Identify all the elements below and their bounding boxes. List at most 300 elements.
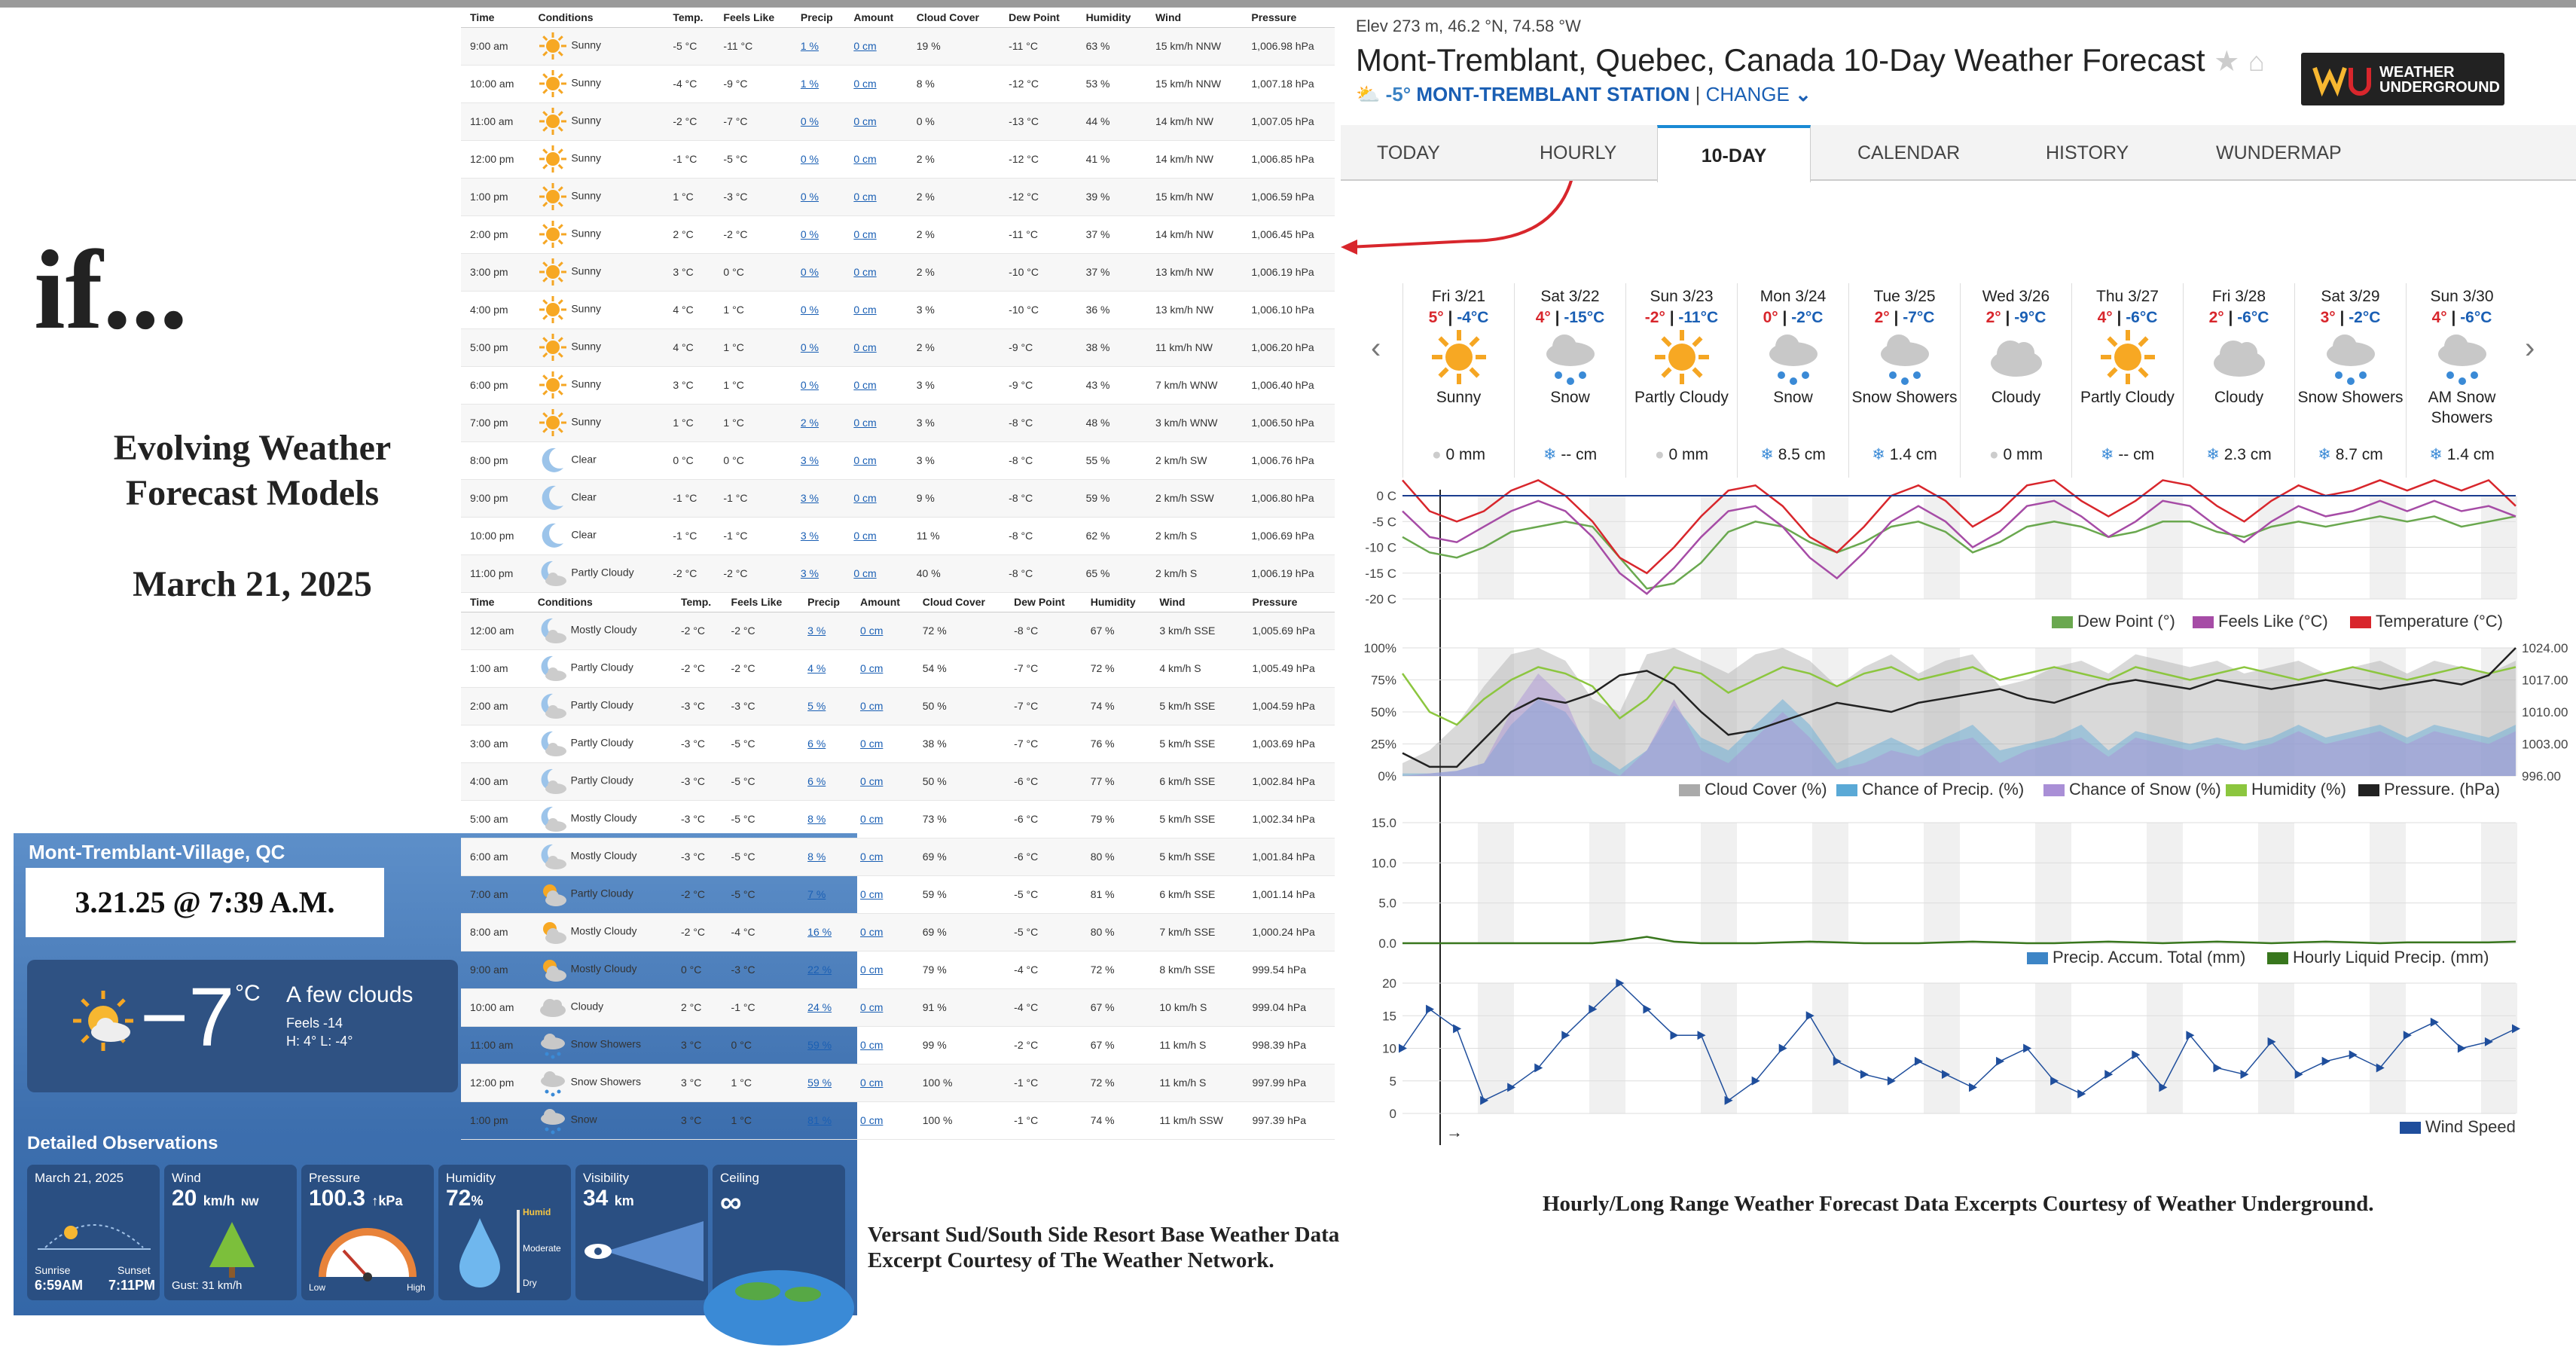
column-header[interactable]: Precip [792, 8, 844, 27]
amount-link[interactable]: 0 cm [853, 228, 877, 240]
humidity-tile[interactable] [438, 1165, 571, 1300]
amount-link[interactable]: 0 cm [853, 78, 877, 90]
legend-swatch [2193, 616, 2214, 628]
condition-label: Mostly Cloudy [570, 924, 637, 937]
conditions-cell [529, 366, 664, 404]
precip-link[interactable]: 16 % [807, 926, 832, 938]
amount-link[interactable]: 0 cm [860, 738, 884, 750]
table-row [461, 479, 1335, 517]
table-cell: 2 km/h S [1146, 554, 1242, 592]
table-cell: 6 km/h SSE [1150, 875, 1243, 913]
station-name[interactable]: MONT-TREMBLANT STATION [1416, 83, 1690, 105]
gauge-high: High [407, 1282, 426, 1293]
table-cell: -2 °C [672, 875, 722, 913]
precip-link[interactable]: 0 % [800, 341, 819, 353]
day-name: Sat 3/22 [1540, 288, 1600, 305]
table-cell: -3 °C [672, 762, 722, 800]
amount-link[interactable]: 0 cm [853, 266, 877, 278]
amount-link[interactable]: 0 cm [853, 191, 877, 203]
legend-swatch [2358, 784, 2379, 796]
table-row [461, 328, 1335, 366]
day-card[interactable] [2294, 283, 2406, 478]
table-cell: 15 km/h NNW [1146, 65, 1242, 102]
timestamp-box: 3.21.25 @ 7:39 A.M. [26, 868, 384, 937]
table-cell: -10 °C [1000, 291, 1076, 328]
table-cell [844, 27, 907, 65]
day-card[interactable] [1514, 283, 1625, 478]
day-hilo: 2° | -6°C [2208, 309, 2269, 326]
tick-label: -20 C [1365, 592, 1396, 606]
humidity-scale [517, 1210, 520, 1293]
precip-link[interactable]: 1 % [800, 78, 819, 90]
table-cell: 48 % [1077, 404, 1146, 441]
column-header[interactable]: Conditions [529, 8, 664, 27]
table-cell: 10:00 pm [461, 517, 529, 554]
amount-link[interactable]: 0 cm [860, 1077, 884, 1089]
table-cell [798, 1026, 851, 1064]
weather-network-caption: Versant Sud/South Side Resort Base Weather Data Excerpt Courtesy of The Weather Network. [868, 1223, 1340, 1272]
precip-link[interactable]: 3 % [800, 454, 819, 466]
table-cell: 5 km/h SSE [1150, 800, 1243, 838]
day-precip: ❄ 1.4 cm [1872, 446, 1937, 463]
table-cell: 15 km/h NNW [1146, 27, 1242, 65]
table-cell: 2 % [908, 178, 1000, 215]
table-cell: 0 °C [714, 253, 791, 291]
suncloud-icon [538, 917, 568, 947]
precip-link[interactable]: 0 % [800, 153, 819, 165]
amount-link[interactable]: 0 cm [860, 700, 884, 712]
table-cell: 11 km/h S [1150, 1064, 1243, 1101]
table-cell [798, 612, 851, 649]
table-cell: 0 °C [722, 1026, 799, 1064]
table-cell: 9 % [908, 479, 1000, 517]
table-cell: 12:00 pm [461, 1064, 529, 1101]
home-icon[interactable]: ⌂ [2248, 46, 2265, 77]
day-card[interactable] [2183, 283, 2294, 478]
chevron-down-icon[interactable]: ⌄ [1795, 83, 1811, 105]
condition-label: Partly Cloudy [571, 566, 634, 579]
column-header[interactable]: Conditions [529, 592, 672, 612]
conditions-cell [529, 479, 664, 517]
column-header[interactable]: Humidity [1077, 8, 1146, 27]
amount-link[interactable]: 0 cm [860, 888, 884, 900]
day-precip: ❄ 8.5 cm [1760, 446, 1826, 463]
table-row [461, 687, 1335, 725]
column-header[interactable]: Amount [851, 592, 914, 612]
table-row [461, 612, 1335, 649]
amount-link[interactable]: 0 cm [860, 926, 884, 938]
condition-label: Sunny [571, 340, 602, 353]
precip-link[interactable]: 3 % [800, 492, 819, 504]
day-hilo: 4° | -6°C [2431, 309, 2492, 326]
ceiling-tile[interactable] [713, 1165, 845, 1300]
table-cell: 997.39 hPa [1243, 1101, 1335, 1139]
legend-label: Chance of Snow (%) [2069, 780, 2221, 799]
table-cell [851, 800, 914, 838]
amount-link[interactable]: 0 cm [860, 1001, 884, 1013]
precip-link[interactable]: 0 % [800, 304, 819, 316]
table-cell: 1,007.05 hPa [1242, 102, 1335, 140]
amount-link[interactable]: 0 cm [853, 530, 877, 542]
table-cell: 5 km/h SSE [1150, 838, 1243, 875]
star-icon[interactable]: ★ [2214, 46, 2240, 78]
wind-unit: km/h [203, 1193, 235, 1208]
page-title-text: Mont-Tremblant, Quebec, Canada 10-Day Weather Forecast [1356, 42, 2205, 78]
table-cell: 74 % [1082, 687, 1151, 725]
table-cell: 80 % [1082, 913, 1151, 951]
condition-label: Mostly Cloudy [570, 849, 637, 862]
precip-link[interactable]: 0 % [800, 379, 819, 391]
table-cell [851, 1026, 914, 1064]
tab-hourly[interactable]: HOURLY [1540, 142, 1617, 163]
sunrise-time: 6:59AM [35, 1278, 84, 1293]
forecast-charts [1356, 475, 2568, 1153]
precip-link[interactable]: 3 % [807, 625, 826, 637]
legend-swatch [1679, 784, 1700, 796]
table-cell: -3 °C [672, 838, 722, 875]
visibility-tile[interactable] [575, 1165, 708, 1300]
table-cell: 91 % [914, 988, 1005, 1026]
change-station-link[interactable]: CHANGE [1705, 83, 1790, 105]
tab-10-day[interactable]: 10-DAY [1657, 125, 1811, 182]
tick-label: 1010.00 [2522, 705, 2568, 719]
moderate-label: Moderate [523, 1243, 561, 1254]
sun-icon [538, 295, 568, 325]
sun-icon [538, 31, 568, 61]
table-cell: 1,006.45 hPa [1242, 215, 1335, 253]
condition-label: Sunny [571, 415, 602, 428]
cloud-icon [1961, 327, 2071, 387]
table-cell [851, 687, 914, 725]
table-cell: 1 °C [664, 178, 714, 215]
amount-link[interactable]: 0 cm [853, 115, 877, 127]
feels-like: Feels -14 [286, 1016, 343, 1031]
table-cell: 3 % [908, 404, 1000, 441]
date-tile[interactable] [27, 1165, 160, 1300]
precip-link[interactable]: 8 % [807, 813, 826, 825]
day-card[interactable] [1625, 283, 1737, 478]
prev-arrow-icon[interactable]: ‹ [1371, 331, 1381, 365]
table-cell [798, 875, 851, 913]
table-cell: -2 °C [1005, 1026, 1082, 1064]
table-cell: -1 °C [714, 479, 791, 517]
table-cell: 80 % [1082, 838, 1151, 875]
day-condition: Snow [1773, 389, 1813, 406]
table-header-row [461, 592, 1335, 612]
precip-link[interactable]: 0 % [800, 191, 819, 203]
pressure-value: 100.3 [309, 1186, 366, 1211]
snowcloud-icon [1849, 327, 1960, 387]
pressure-tile[interactable] [301, 1165, 434, 1300]
precip-link[interactable]: 4 % [807, 662, 826, 674]
day-card[interactable] [1848, 283, 1960, 478]
amount-link[interactable]: 0 cm [853, 304, 877, 316]
table-cell: 11 % [908, 517, 1000, 554]
table-cell: 1,006.50 hPa [1242, 404, 1335, 441]
column-header[interactable]: Time [461, 592, 529, 612]
table-cell [844, 140, 907, 178]
column-header[interactable]: Feels Like [722, 592, 799, 612]
conditions-cell [529, 27, 664, 65]
table-row [461, 800, 1335, 838]
legend-swatch [2267, 952, 2288, 964]
table-cell [844, 253, 907, 291]
day-name: Fri 3/28 [2211, 288, 2266, 305]
table-cell: 72 % [914, 612, 1005, 649]
table-cell: -12 °C [1000, 140, 1076, 178]
table-cell: -7 °C [1005, 649, 1082, 687]
amount-link[interactable]: 0 cm [853, 417, 877, 429]
precip-link[interactable]: 3 % [800, 530, 819, 542]
table-cell [792, 291, 844, 328]
table-cell: -5 °C [722, 725, 799, 762]
precip-link[interactable]: 81 % [807, 1114, 832, 1126]
column-header[interactable]: Wind [1146, 8, 1242, 27]
day-card[interactable] [1960, 283, 2071, 478]
table-cell: 1,004.59 hPa [1243, 687, 1335, 725]
table-cell: 11 km/h NW [1146, 328, 1242, 366]
tick-label: 1003.00 [2522, 737, 2568, 752]
table-cell: 77 % [1082, 762, 1151, 800]
wind-value: 20 [172, 1186, 197, 1211]
precip-link[interactable]: 3 % [800, 567, 819, 579]
table-cell: 3 % [908, 366, 1000, 404]
condition-label: Sunny [571, 264, 602, 277]
conditions-cell [529, 291, 664, 328]
table-cell: -5 °C [1005, 913, 1082, 951]
day-hilo: 2° | -9°C [1985, 309, 2046, 326]
precip-link[interactable]: 2 % [800, 417, 819, 429]
amount-link[interactable]: 0 cm [860, 964, 884, 976]
table-cell [851, 649, 914, 687]
legend-label: Chance of Precip. (%) [1862, 780, 2025, 799]
table-cell [851, 988, 914, 1026]
snowcloud-icon [538, 1105, 568, 1135]
table-cell: 8:00 am [461, 913, 529, 951]
amount-link[interactable]: 0 cm [853, 379, 877, 391]
precip-link[interactable]: 7 % [807, 888, 826, 900]
day-name: Thu 3/27 [2096, 288, 2159, 305]
table-cell [851, 1101, 914, 1139]
table-cell: 5 km/h SSE [1150, 725, 1243, 762]
amount-link[interactable]: 0 cm [860, 1114, 884, 1126]
table-cell: -5 °C [714, 140, 791, 178]
wind-tile[interactable] [164, 1165, 297, 1300]
precip-link[interactable]: 59 % [807, 1077, 832, 1089]
day-card[interactable] [2071, 283, 2183, 478]
column-header[interactable]: Pressure [1242, 8, 1335, 27]
precip-link[interactable]: 5 % [807, 700, 826, 712]
table-cell: -7 °C [1005, 687, 1082, 725]
snowcloud-icon [538, 1030, 568, 1060]
night-band [1812, 823, 1848, 943]
table-cell: 0 °C [714, 441, 791, 479]
wind-marker [2322, 1057, 2330, 1066]
column-header[interactable]: Wind [1150, 592, 1243, 612]
tab-calendar[interactable]: CALENDAR [1857, 142, 1961, 163]
table-cell [851, 838, 914, 875]
tick-label: 100% [1363, 641, 1396, 655]
condition-label: Partly Cloudy [570, 661, 633, 674]
table-cell [798, 951, 851, 988]
column-header[interactable]: Dew Point [1005, 592, 1082, 612]
table-cell: 8 % [908, 65, 1000, 102]
tab-history[interactable]: HISTORY [2046, 142, 2129, 163]
column-header[interactable]: Temp. [664, 8, 714, 27]
day-hilo: 0° | -2°C [1763, 309, 1824, 326]
day-condition: Snow Showers [1851, 389, 1958, 406]
table-cell: 1 °C [714, 328, 791, 366]
sun-icon [2072, 327, 2183, 387]
table-cell: 67 % [1082, 988, 1151, 1026]
sun-icon [1403, 327, 1514, 387]
legend-label: Pressure. (hPa) [2384, 780, 2501, 799]
column-header[interactable]: Cloud Cover [914, 592, 1005, 612]
table-cell: -2 °C [664, 102, 714, 140]
amount-link[interactable]: 0 cm [853, 567, 877, 579]
condition-label: Sunny [571, 38, 602, 51]
amount-link[interactable]: 0 cm [853, 153, 877, 165]
condition-label: Mostly Cloudy [570, 962, 637, 975]
table-row [461, 988, 1335, 1026]
table-cell: 3:00 pm [461, 253, 529, 291]
precip-link[interactable]: 24 % [807, 1001, 832, 1013]
table-cell: -5 °C [722, 762, 799, 800]
precip-link[interactable]: 59 % [807, 1039, 832, 1051]
table-cell [844, 404, 907, 441]
amount-link[interactable]: 0 cm [860, 662, 884, 674]
day-card[interactable] [2406, 283, 2517, 478]
table-cell: 39 % [1077, 178, 1146, 215]
table-cell: 10 km/h S [1150, 988, 1243, 1026]
amount-link[interactable]: 0 cm [860, 1039, 884, 1051]
table-row [461, 140, 1335, 178]
table-cell [844, 215, 907, 253]
table-cell: 55 % [1077, 441, 1146, 479]
wind-marker [1453, 1025, 1461, 1034]
table-row [461, 253, 1335, 291]
column-header[interactable]: Pressure [1243, 592, 1335, 612]
table-cell: 2 % [908, 215, 1000, 253]
table-cell [792, 253, 844, 291]
table-cell: 76 % [1082, 725, 1151, 762]
current-conditions [27, 960, 458, 1092]
column-header[interactable]: Humidity [1082, 592, 1151, 612]
amount-link[interactable]: 0 cm [853, 40, 877, 52]
table-cell: 4:00 pm [461, 291, 529, 328]
top-bar [0, 0, 2576, 8]
precip-link[interactable]: 1 % [800, 40, 819, 52]
amount-link[interactable]: 0 cm [860, 851, 884, 863]
wunderground-logo[interactable] [2301, 53, 2504, 105]
sun-cloud-icon [69, 987, 137, 1055]
day-condition: Cloudy [1991, 389, 2041, 406]
sunrise-label: Sunrise [35, 1264, 71, 1276]
tick-label: 1017.00 [2522, 673, 2568, 688]
table-cell: 8:00 pm [461, 441, 529, 479]
conditions-cell [529, 725, 672, 762]
condition-label: Mostly Cloudy [570, 623, 637, 636]
precip-link[interactable]: 0 % [800, 115, 819, 127]
suncloud-icon [538, 879, 568, 909]
mooncloud-icon [538, 691, 568, 721]
table-cell: 14 km/h NW [1146, 102, 1242, 140]
sun-icon [538, 408, 568, 438]
table-cell: 4 km/h S [1150, 649, 1243, 687]
column-header[interactable]: Amount [844, 8, 907, 27]
amount-link[interactable]: 0 cm [853, 341, 877, 353]
table-cell: 10:00 am [461, 65, 529, 102]
condition-label: Sunny [571, 302, 602, 315]
table-cell: -11 °C [1000, 27, 1076, 65]
amount-link[interactable]: 0 cm [860, 625, 884, 637]
table-cell: 12:00 am [461, 612, 529, 649]
table-cell: -1 °C [664, 479, 714, 517]
table-cell: -6 °C [1005, 838, 1082, 875]
table-row [461, 951, 1335, 988]
amount-link[interactable]: 0 cm [853, 492, 877, 504]
wind-marker [1860, 1070, 1869, 1079]
table-cell: -8 °C [1000, 517, 1076, 554]
column-header[interactable]: Precip [798, 592, 851, 612]
ten-day-strip [1402, 283, 2516, 478]
table-cell: 1,006.85 hPa [1242, 140, 1335, 178]
tab-today[interactable]: TODAY [1377, 142, 1440, 163]
column-header[interactable]: Temp. [672, 592, 722, 612]
precip-link[interactable]: 22 % [807, 964, 832, 976]
day-precip: ❄ 8.7 cm [2318, 446, 2383, 463]
column-header[interactable]: Feels Like [714, 8, 791, 27]
amount-link[interactable]: 0 cm [853, 454, 877, 466]
day-card[interactable] [1737, 283, 1848, 478]
table-cell [792, 517, 844, 554]
sunset-label: Sunset [118, 1264, 151, 1276]
precip-link[interactable]: 8 % [807, 851, 826, 863]
conditions-cell [529, 1101, 672, 1139]
conditions-cell [529, 215, 664, 253]
night-band [2481, 823, 2517, 943]
table-cell: -8 °C [1000, 441, 1076, 479]
next-arrow-icon[interactable]: › [2525, 331, 2535, 365]
table-cell: -2 °C [714, 215, 791, 253]
table-cell: 3 % [908, 441, 1000, 479]
table-cell: -8 °C [1005, 612, 1082, 649]
column-header[interactable]: Cloud Cover [908, 8, 1000, 27]
table-cell: 13 km/h NW [1146, 253, 1242, 291]
amount-link[interactable]: 0 cm [860, 775, 884, 787]
precip-link[interactable]: 6 % [807, 775, 826, 787]
column-header[interactable]: Time [461, 8, 529, 27]
table-cell [792, 102, 844, 140]
day-card[interactable] [1402, 283, 1514, 478]
precip-link[interactable]: 6 % [807, 738, 826, 750]
tab-wundermap[interactable]: WUNDERMAP [2216, 142, 2342, 163]
table-cell: 3 °C [664, 366, 714, 404]
precip-link[interactable]: 0 % [800, 266, 819, 278]
tick-label: -5 C [1372, 515, 1396, 530]
humidity-unit: % [471, 1193, 484, 1208]
table-cell: 1,000.24 hPa [1243, 913, 1335, 951]
precip-link[interactable]: 0 % [800, 228, 819, 240]
amount-link[interactable]: 0 cm [860, 813, 884, 825]
column-header[interactable]: Dew Point [1000, 8, 1076, 27]
condition-label: Sunny [571, 377, 602, 390]
wind-marker [2349, 1050, 2358, 1059]
table-cell: 7 km/h WNW [1146, 366, 1242, 404]
table-cell: -13 °C [1000, 102, 1076, 140]
table-cell [792, 178, 844, 215]
table-cell [798, 687, 851, 725]
